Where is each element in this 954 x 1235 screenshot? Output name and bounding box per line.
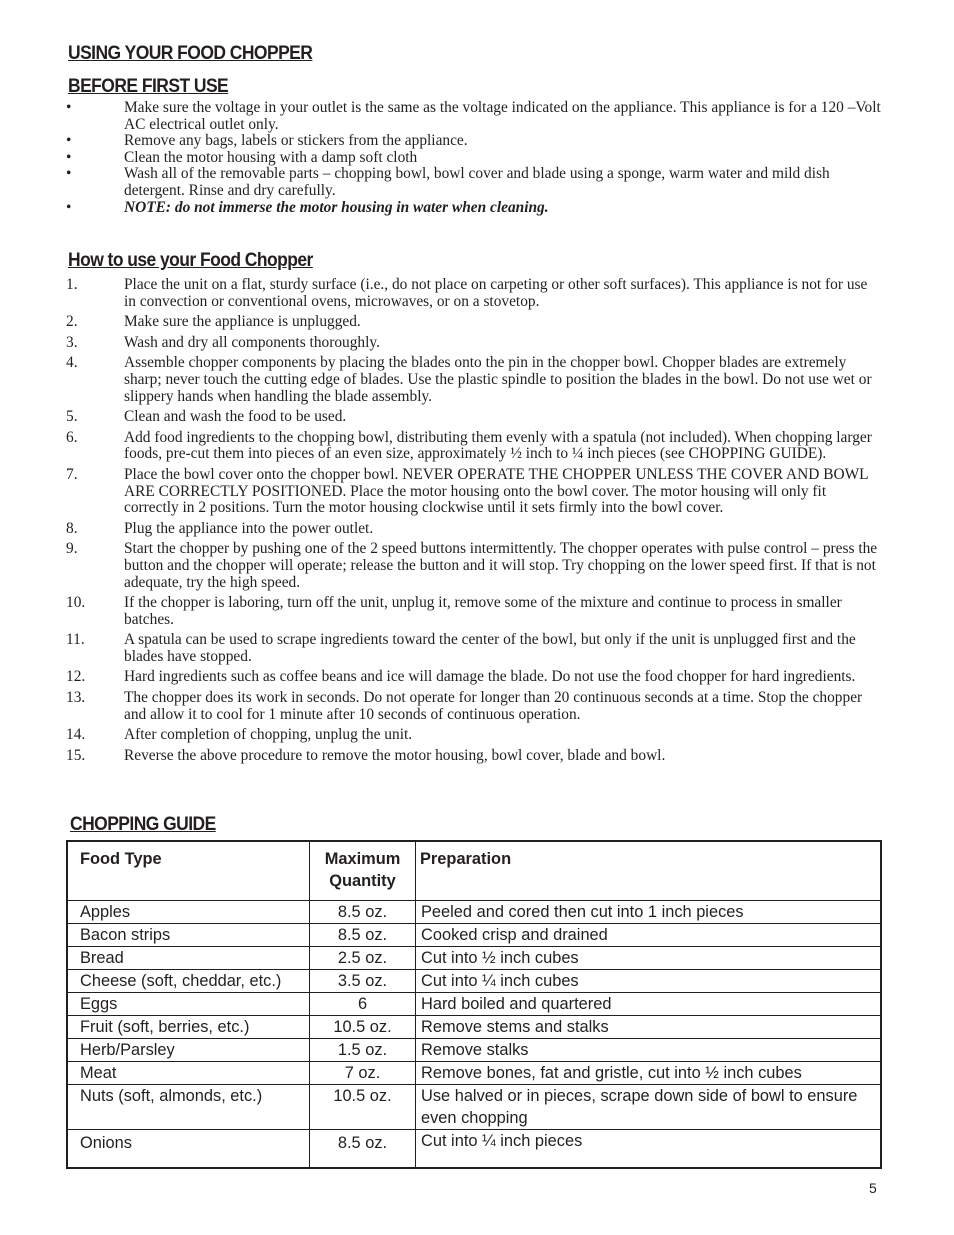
cell-food: Herb/Parsley — [67, 1039, 310, 1062]
step-number: 3. — [66, 333, 78, 351]
table-row — [67, 901, 881, 924]
table-row — [67, 993, 881, 1016]
step-item — [66, 277, 882, 310]
list-item-text: Wash all of the removable parts – chopping bowl, bowl cover and blade using a sponge, warm water and mild dish detergent. Rinse and dry carefully. — [124, 165, 830, 199]
step-item — [66, 409, 882, 426]
table-row — [67, 924, 881, 947]
cell-food: Onions — [67, 1130, 310, 1168]
list-item-text: Remove any bags, labels or stickers from the appliance. — [124, 132, 468, 150]
step-number: 14. — [66, 726, 86, 744]
cell-food: Nuts (soft, almonds, etc.) — [67, 1085, 310, 1130]
step-number: 10. — [66, 594, 86, 612]
step-number: 15. — [66, 746, 86, 764]
step-text: Plug the appliance into the power outlet. — [124, 519, 374, 537]
cell-food: Eggs — [67, 993, 310, 1016]
note-text: NOTE: do not immerse the motor housing in water when cleaning. — [124, 198, 549, 216]
step-number: 6. — [66, 428, 78, 446]
table-row — [67, 1085, 881, 1130]
step-number: 11. — [66, 631, 85, 649]
step-text: The chopper does its work in seconds. Do not operate for longer than 20 continuous seconds at a time. Stop the chopper and allow it to cool for 1 minute after 10 seconds of continuous operation. — [124, 689, 863, 723]
step-item — [66, 727, 882, 744]
step-number: 1. — [66, 276, 78, 293]
step-item — [66, 430, 882, 463]
before-first-use-list — [66, 100, 882, 216]
bullet: • — [66, 165, 72, 183]
step-item — [66, 335, 882, 352]
cell-food: Meat — [67, 1062, 310, 1085]
section-title-chopping-guide: CHOPPING GUIDE — [70, 814, 216, 835]
cell-food: Bread — [67, 947, 310, 970]
cell-quantity: 10.5 oz. — [310, 1085, 416, 1130]
cell-quantity: 7 oz. — [310, 1062, 416, 1085]
step-text: Start the chopper by pushing one of the 2 speed buttons intermittently. The chopper operates with pulse control – press the button and the chopper will operate; release the button and it will stop. Try chopping on the lower speed first. If that is not adequate, try the high speed. — [124, 540, 878, 591]
table-row — [67, 1016, 881, 1039]
how-to-use-steps — [66, 277, 882, 764]
cell-quantity: 1.5 oz. — [310, 1039, 416, 1062]
step-item — [66, 669, 882, 686]
step-item — [66, 595, 882, 628]
step-number: 5. — [66, 408, 78, 426]
list-item — [66, 166, 882, 199]
list-item — [66, 100, 882, 133]
step-text: After completion of chopping, unplug the unit. — [124, 726, 413, 744]
list-item — [66, 133, 882, 150]
section-title-how-to-use: How to use your Food Chopper — [68, 250, 313, 271]
step-text: Place the bowl cover onto the chopper bowl. NEVER OPERATE THE CHOPPER UNLESS THE COVER AND BOWL ARE CORRECTLY POSITIONED. Place the motor housing onto the bowl cover. The motor housing will only fit correctly in 2 positions. Turn the motor housing clockwise until it sets firmly into the bowl cover. — [124, 465, 868, 517]
table-row — [67, 1062, 881, 1085]
header-maximum-quantity: Maximum Quantity — [310, 841, 416, 901]
cell-preparation: Peeled and cored then cut into 1 inch pieces — [416, 901, 882, 924]
list-item — [66, 150, 882, 167]
step-number: 9. — [66, 540, 78, 558]
table-row — [67, 1130, 881, 1168]
cell-preparation: Remove stems and stalks — [416, 1016, 882, 1039]
step-item — [66, 541, 882, 591]
table-row — [67, 970, 881, 993]
bullet: • — [66, 148, 72, 166]
table-header-row — [67, 841, 881, 901]
step-text: A spatula can be used to scrape ingredients toward the center of the bowl, but only if the unit is unplugged first and the blades have stopped. — [124, 631, 856, 665]
cell-preparation: Cut into ¼ inch pieces — [416, 1130, 882, 1168]
step-number: 8. — [66, 519, 78, 537]
step-number: 4. — [66, 354, 78, 372]
step-item — [66, 467, 882, 517]
section-title-before-first-use: BEFORE FIRST USE — [68, 76, 229, 97]
step-text: Reverse the above procedure to remove the motor housing, bowl cover, blade and bowl. — [124, 746, 666, 764]
step-text: Assemble chopper components by placing the blades onto the pin in the chopper bowl. Chopper blades are extremely sharp; never touch the cutting edge of blades. Use the plastic spindle to position the blades in the bowl. Do not use wet or slippery hands when handling the blade assembly. — [124, 354, 872, 405]
cell-preparation: Cooked crisp and drained — [416, 924, 882, 947]
cell-quantity: 8.5 oz. — [310, 924, 416, 947]
step-item — [66, 748, 882, 765]
table-row — [67, 1039, 881, 1062]
step-item — [66, 314, 882, 331]
bullet: • — [66, 132, 72, 150]
cell-quantity: 8.5 oz. — [310, 901, 416, 924]
step-item — [66, 355, 882, 405]
cell-preparation: Remove stalks — [416, 1039, 882, 1062]
cell-preparation: Cut into ¼ inch cubes — [416, 970, 882, 993]
list-item-text: Make sure the voltage in your outlet is the same as the voltage indicated on the appliance. This appliance is for a 120 –Volt AC electrical outlet only. — [124, 99, 881, 133]
page-number: 5 — [869, 1180, 877, 1196]
header-food-type: Food Type — [67, 841, 310, 901]
step-text: Add food ingredients to the chopping bowl, distributing them evenly with a spatula (not included). When chopping larger foods, pre-cut them into pieces of an even size, approximately ½ inch to ¼ inch pieces (see CHOPPING GUIDE). — [124, 428, 872, 463]
cell-preparation: Remove bones, fat and gristle, cut into ½ inch cubes — [416, 1062, 882, 1085]
cell-food: Bacon strips — [67, 924, 310, 947]
step-text: Place the unit on a flat, sturdy surface (i.e., do not place on carpeting or other soft surfaces). This appliance is not for use in convection or conventional ovens, microwaves, or on a stovetop. — [124, 276, 868, 310]
step-item — [66, 521, 882, 538]
bullet: • — [66, 99, 72, 116]
step-item — [66, 690, 882, 723]
cell-quantity: 6 — [310, 993, 416, 1016]
cell-preparation: Hard boiled and quartered — [416, 993, 882, 1016]
section-title-using: USING YOUR FOOD CHOPPER — [68, 43, 313, 64]
step-text: Wash and dry all components thoroughly. — [124, 333, 380, 351]
step-number: 2. — [66, 313, 78, 331]
list-item-text: Clean the motor housing with a damp soft cloth — [124, 148, 418, 166]
cell-food: Apples — [67, 901, 310, 924]
cell-quantity: 3.5 oz. — [310, 970, 416, 993]
step-item — [66, 632, 882, 665]
cell-quantity: 8.5 oz. — [310, 1130, 416, 1168]
list-item — [66, 200, 882, 217]
chopping-guide-table — [66, 840, 882, 1169]
cell-quantity: 10.5 oz. — [310, 1016, 416, 1039]
cell-preparation: Use halved or in pieces, scrape down side of bowl to ensure even chopping — [416, 1085, 882, 1130]
bullet: • — [66, 198, 72, 216]
table-row — [67, 947, 881, 970]
cell-food: Fruit (soft, berries, etc.) — [67, 1016, 310, 1039]
step-text: Hard ingredients such as coffee beans and ice will damage the blade. Do not use the food chopper for hard ingredients. — [124, 668, 856, 686]
step-number: 13. — [66, 689, 86, 707]
step-text: Make sure the appliance is unplugged. — [124, 313, 361, 331]
cell-food: Cheese (soft, cheddar, etc.) — [67, 970, 310, 993]
cell-preparation: Cut into ½ inch cubes — [416, 947, 882, 970]
header-preparation: Preparation — [416, 841, 882, 901]
step-text: If the chopper is laboring, turn off the unit, unplug it, remove some of the mixture and continue to process in smaller batches. — [124, 594, 842, 628]
step-text: Clean and wash the food to be used. — [124, 408, 347, 426]
step-number: 12. — [66, 668, 86, 686]
cell-quantity: 2.5 oz. — [310, 947, 416, 970]
step-number: 7. — [66, 465, 78, 483]
